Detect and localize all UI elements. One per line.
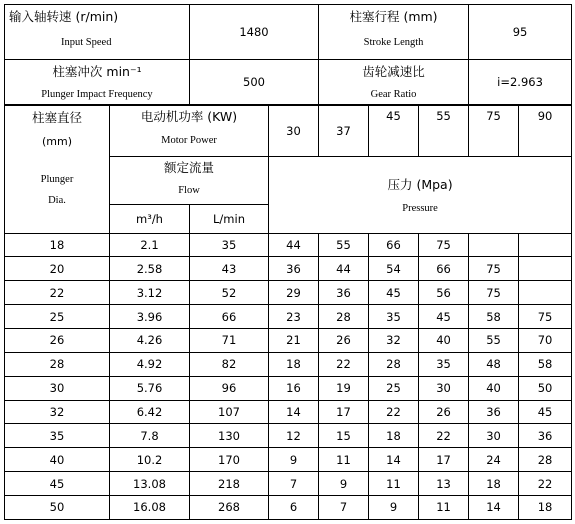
flow-m3h-cell: 4.26	[110, 328, 190, 352]
stroke-length-value: 95	[469, 5, 572, 60]
pressure-cell: 16	[269, 376, 319, 400]
pressure-cell: 45	[419, 305, 469, 329]
pressure-cell: 18	[269, 352, 319, 376]
table-row	[5, 424, 572, 448]
pressure-cell: 22	[319, 352, 369, 376]
pressure-cell: 58	[519, 352, 572, 376]
flow-unit-m3h: m³/h	[110, 204, 190, 233]
data-rows	[5, 233, 572, 519]
plunger-dia-cell: 40	[5, 448, 110, 472]
motor-power-label-en: Motor Power	[161, 135, 217, 147]
flow-lmin-cell: 96	[190, 376, 269, 400]
pressure-cell: 75	[469, 257, 519, 281]
plunger-dia-label-en-2: Dia.	[48, 195, 66, 207]
table-row	[5, 495, 572, 519]
gear-ratio-label-zh: 齿轮减速比	[362, 63, 425, 79]
pressure-cell: 28	[519, 448, 572, 472]
pressure-cell: 28	[319, 305, 369, 329]
pressure-cell: 22	[419, 424, 469, 448]
flow-lmin-cell: 107	[190, 400, 269, 424]
pressure-cell: 54	[369, 257, 419, 281]
pressure-cell: 50	[519, 376, 572, 400]
table-row	[5, 448, 572, 472]
power-col-0: 30	[269, 105, 319, 156]
flow-m3h-cell: 3.96	[110, 305, 190, 329]
rated-flow-label-en: Flow	[178, 185, 200, 197]
flow-lmin-cell: 82	[190, 352, 269, 376]
input-speed-label-zh: 输入轴转速 (r/min)	[9, 9, 119, 24]
plunger-dia-cell: 32	[5, 400, 110, 424]
power-col-3: 55	[419, 105, 469, 156]
pressure-cell: 75	[419, 233, 469, 257]
pressure-cell: 12	[269, 424, 319, 448]
pressure-cell: 75	[469, 281, 519, 305]
pressure-cell: 22	[519, 472, 572, 496]
pressure-cell: 14	[369, 448, 419, 472]
pressure-cell: 21	[269, 328, 319, 352]
table-row	[5, 472, 572, 496]
gear-ratio-value: i=2.963	[469, 59, 572, 105]
pressure-cell	[519, 257, 572, 281]
input-speed-value: 1480	[190, 5, 319, 60]
pressure-cell: 56	[419, 281, 469, 305]
gear-ratio-label-en: Gear Ratio	[370, 88, 417, 100]
flow-m3h-cell: 4.92	[110, 352, 190, 376]
motor-power-label-zh: 电动机功率 (KW)	[140, 109, 238, 125]
pressure-cell: 11	[369, 472, 419, 496]
pressure-cell: 55	[469, 328, 519, 352]
pressure-label-en: Pressure	[402, 203, 438, 215]
pressure-cell: 36	[269, 257, 319, 281]
pressure-cell: 14	[469, 495, 519, 519]
plunger-dia-cell: 35	[5, 424, 110, 448]
flow-lmin-cell: 71	[190, 328, 269, 352]
pressure-header	[269, 157, 572, 233]
input-speed-label-cell	[5, 5, 190, 60]
flow-m3h-cell: 16.08	[110, 495, 190, 519]
pressure-cell	[519, 233, 572, 257]
plunger-dia-label-zh: 柱塞直径	[31, 110, 82, 126]
pressure-cell: 70	[519, 328, 572, 352]
table-row	[5, 305, 572, 329]
plunger-dia-cell: 20	[5, 257, 110, 281]
pressure-cell: 18	[469, 472, 519, 496]
table-row	[5, 328, 572, 352]
pressure-cell: 15	[319, 424, 369, 448]
pressure-cell: 32	[369, 328, 419, 352]
pressure-cell: 45	[369, 281, 419, 305]
flow-m3h-cell: 2.1	[110, 233, 190, 257]
pressure-cell: 9	[319, 472, 369, 496]
pressure-cell: 19	[319, 376, 369, 400]
plunger-dia-unit: (mm)	[41, 135, 72, 149]
pressure-cell	[469, 233, 519, 257]
power-col-2: 45	[369, 105, 419, 156]
pressure-cell: 6	[269, 495, 319, 519]
flow-lmin-cell: 66	[190, 305, 269, 329]
pressure-cell: 66	[369, 233, 419, 257]
pressure-cell: 29	[269, 281, 319, 305]
table-row	[5, 400, 572, 424]
impact-frequency-value: 500	[190, 59, 319, 105]
pressure-cell: 24	[469, 448, 519, 472]
flow-lmin-cell: 43	[190, 257, 269, 281]
plunger-dia-cell: 26	[5, 328, 110, 352]
table-row	[5, 257, 572, 281]
pressure-cell: 44	[319, 257, 369, 281]
pressure-cell: 75	[519, 305, 572, 329]
flow-unit-lmin: L/min	[190, 204, 269, 233]
pressure-cell: 26	[419, 400, 469, 424]
table-row	[5, 233, 572, 257]
flow-m3h-cell: 3.12	[110, 281, 190, 305]
flow-m3h-cell: 2.58	[110, 257, 190, 281]
plunger-dia-cell: 25	[5, 305, 110, 329]
pressure-cell: 35	[369, 305, 419, 329]
pressure-cell: 11	[319, 448, 369, 472]
pump-spec-table	[4, 4, 572, 520]
pressure-cell: 18	[369, 424, 419, 448]
pressure-cell: 22	[369, 400, 419, 424]
pressure-cell: 36	[519, 424, 572, 448]
spec-row-frequency-ratio	[5, 59, 572, 105]
power-col-5: 90	[519, 105, 572, 156]
pressure-cell: 40	[469, 376, 519, 400]
power-col-1: 37	[319, 105, 369, 156]
pressure-cell: 40	[419, 328, 469, 352]
plunger-dia-cell: 28	[5, 352, 110, 376]
pressure-cell: 48	[469, 352, 519, 376]
impact-frequency-label-zh: 柱塞冲次 min⁻¹	[52, 63, 142, 79]
flow-lmin-cell: 170	[190, 448, 269, 472]
plunger-dia-label-en-1: Plunger	[40, 174, 74, 186]
pressure-cell: 7	[269, 472, 319, 496]
flow-lmin-cell: 218	[190, 472, 269, 496]
pressure-cell: 26	[319, 328, 369, 352]
input-speed-label-en: Input Speed	[61, 37, 112, 48]
pressure-cell: 35	[419, 352, 469, 376]
pressure-cell: 45	[519, 400, 572, 424]
pressure-cell: 66	[419, 257, 469, 281]
table-row	[5, 352, 572, 376]
pressure-cell: 18	[519, 495, 572, 519]
pressure-cell: 55	[319, 233, 369, 257]
flow-m3h-cell: 6.42	[110, 400, 190, 424]
pressure-cell: 25	[369, 376, 419, 400]
flow-lmin-cell: 35	[190, 233, 269, 257]
pressure-cell: 30	[419, 376, 469, 400]
rated-flow-label-zh: 额定流量	[163, 160, 214, 176]
table-row	[5, 376, 572, 400]
flow-lmin-cell: 130	[190, 424, 269, 448]
pressure-cell: 36	[469, 400, 519, 424]
pressure-cell: 58	[469, 305, 519, 329]
pressure-cell: 30	[469, 424, 519, 448]
plunger-dia-cell: 22	[5, 281, 110, 305]
plunger-dia-cell: 18	[5, 233, 110, 257]
rated-flow-header	[110, 157, 269, 204]
flow-lmin-cell: 52	[190, 281, 269, 305]
pressure-cell: 28	[369, 352, 419, 376]
stroke-length-label-en: Stroke Length	[363, 37, 424, 48]
flow-m3h-cell: 5.76	[110, 376, 190, 400]
flow-lmin-cell: 268	[190, 495, 269, 519]
spec-row-speed-stroke	[5, 5, 572, 60]
flow-m3h-cell: 7.8	[110, 424, 190, 448]
pressure-cell: 17	[419, 448, 469, 472]
pressure-cell: 44	[269, 233, 319, 257]
pressure-cell: 13	[419, 472, 469, 496]
flow-m3h-cell: 13.08	[110, 472, 190, 496]
flow-m3h-cell: 10.2	[110, 448, 190, 472]
plunger-dia-cell: 30	[5, 376, 110, 400]
motor-power-header	[110, 105, 269, 156]
pressure-cell: 11	[419, 495, 469, 519]
stroke-length-label-zh: 柱塞行程 (mm)	[349, 9, 438, 24]
impact-frequency-label-cell	[5, 59, 190, 105]
pressure-cell: 23	[269, 305, 319, 329]
plunger-dia-header	[5, 105, 110, 233]
pressure-cell	[519, 281, 572, 305]
plunger-dia-cell: 50	[5, 495, 110, 519]
pressure-cell: 7	[319, 495, 369, 519]
plunger-dia-cell: 45	[5, 472, 110, 496]
pressure-cell: 14	[269, 400, 319, 424]
stroke-length-label-cell	[319, 5, 469, 60]
gear-ratio-label-cell	[319, 59, 469, 105]
pressure-cell: 17	[319, 400, 369, 424]
pressure-cell: 36	[319, 281, 369, 305]
impact-frequency-label-en: Plunger Impact Frequency	[41, 88, 153, 100]
header-row-power	[5, 105, 572, 156]
pressure-label-zh: 压力 (Mpa)	[387, 177, 453, 193]
pressure-cell: 9	[369, 495, 419, 519]
power-col-4: 75	[469, 105, 519, 156]
table-row	[5, 281, 572, 305]
pressure-cell: 9	[269, 448, 319, 472]
